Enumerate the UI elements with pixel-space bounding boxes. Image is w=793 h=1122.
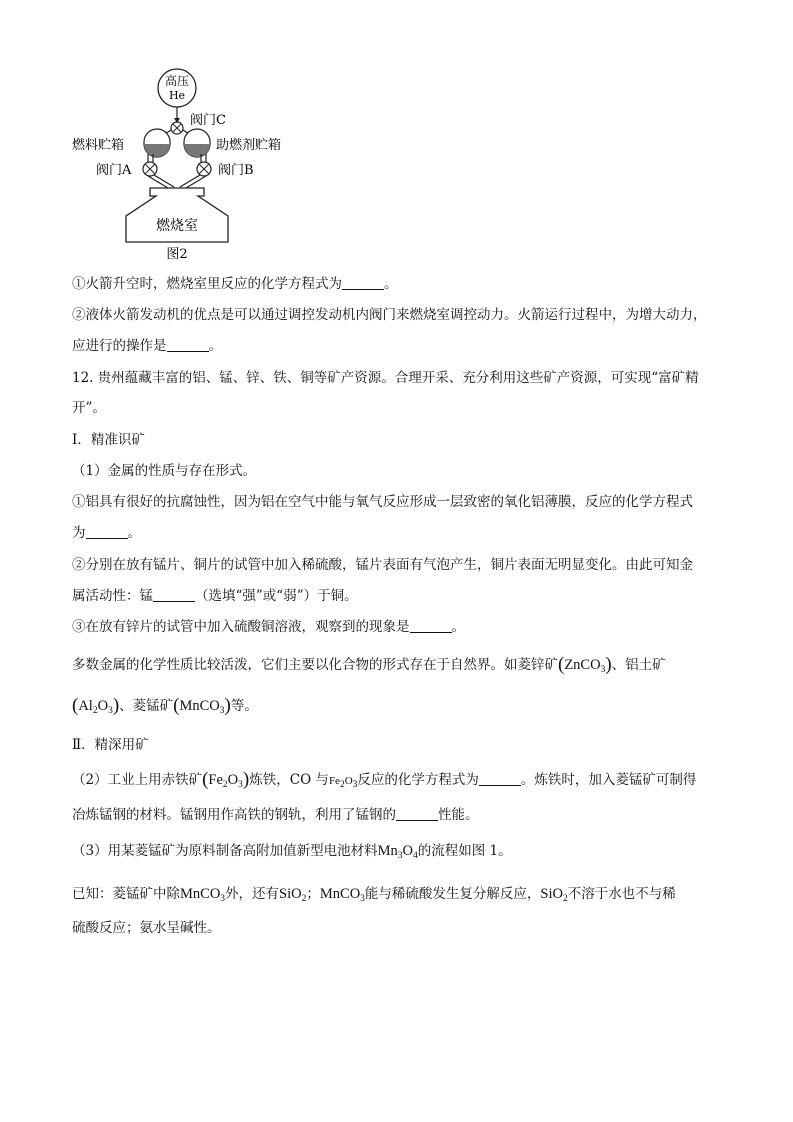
question-12-line-1: 12. 贵州蕴藏丰富的铝、锰、锌、铁、铜等矿产资源。合理开采、充分利用这些矿产资源，可实现“富矿精: [72, 370, 699, 386]
part-2-line-2: 冶炼锰钢的材料。锰钢用作高铁的钢轨，利用了锰钢的 性能。: [72, 807, 479, 823]
question-12-line-2: 开”。: [72, 400, 106, 416]
part-1-1-line-1: ①铝具有很好的抗腐蚀性，因为铝在空气中能与氧气反应形成一层致密的氧化铝薄膜，反应的化学方程式: [72, 494, 693, 510]
oxidizer-tank-label: 助燃剂贮箱: [216, 138, 282, 153]
fuel-tank-label: 燃料贮箱: [72, 138, 125, 153]
answer-blank[interactable]: [342, 275, 384, 290]
answer-blank[interactable]: [410, 618, 452, 633]
formula-al2o3: $(Al_2O_3)$: [72, 695, 120, 716]
answer-blank[interactable]: [396, 806, 438, 821]
ore-paragraph-line-2: $(Al_2O_3)$、菱锰矿(MnCO$_3$)等。: [72, 695, 258, 716]
formula-mnco3: MnCO$_3$: [180, 886, 226, 904]
known-line-1: 已知：菱锰矿中除MnCO$_3$外，还有SiO$_2$；MnCO$_3$能与稀硫酸发生复分解反应，SiO$_2$不溶于水也不与稀: [72, 886, 676, 904]
answer-blank[interactable]: [479, 771, 521, 786]
formula-mnco3: (MnCO$_3$): [173, 695, 231, 716]
known-line-2: 硫酸反应；氨水呈碱性。: [72, 920, 221, 936]
part-1-title: （1）金属的性质与存在形式。: [72, 463, 257, 479]
question-1: ①火箭升空时，燃烧室里反应的化学方程式为 。: [72, 276, 398, 292]
he-tank-label: 高压: [164, 74, 190, 88]
formula-fe2o3: $(Fe_2O_3)$: [202, 769, 250, 790]
question-2-line-1: ②液体火箭发动机的优点是可以通过调控发动机内阀门来燃烧室调控动力。火箭运行过程中，为增大动力，: [72, 307, 707, 323]
valve-a-label: 阀门A: [96, 163, 132, 178]
answer-blank[interactable]: [153, 587, 195, 602]
valve-c-label: 阀门C: [190, 113, 226, 128]
formula-mn3o4: $Mn_3O_4$: [377, 843, 418, 861]
formula-sio2: SiO$_2$: [279, 886, 307, 904]
diagram-svg: [70, 66, 310, 266]
part-1-2-line-1: ②分别在放有锰片、铜片的试管中加入稀硫酸，锰片表面有气泡产生，铜片表面无明显变化。由此可知金: [72, 557, 693, 573]
rocket-engine-diagram: [70, 66, 310, 266]
section-2-title: Ⅱ．精深用矿: [72, 737, 149, 753]
he-tank-sub: He: [168, 89, 186, 102]
answer-blank[interactable]: [86, 524, 128, 539]
part-1-3: ③在放有锌片的试管中加入硫酸铜溶液，观察到的现象是 。: [72, 619, 465, 635]
part-1-2-line-2: 属活动性：锰 （选填“强”或“弱”）于铜。: [72, 588, 358, 604]
section-1-title: Ⅰ．精准识矿: [72, 432, 145, 448]
formula-znco3: (ZnCO$_3$): [558, 654, 612, 675]
ore-paragraph-line-1: 多数金属的化学性质比较活泼，它们主要以化合物的形式存在于自然界。如菱锌矿(ZnCO$_3$)、铝土矿: [72, 654, 666, 675]
formula-mnco3: MnCO$_3$: [319, 886, 365, 904]
chamber-label: 燃烧室: [156, 218, 198, 234]
part-2-line-1: （2）工业上用赤铁矿$(Fe_2O_3)$炼铁，CO 与$Fe_2O_3$反应的化学方程式为 。炼铁时，加入菱锰矿可制得: [72, 769, 697, 790]
valve-b-label: 阀门B: [218, 163, 254, 178]
formula-fe2o3-small: $Fe_2O_3$: [328, 775, 358, 790]
formula-sio2: SiO$_2$: [540, 886, 568, 904]
part-3: （3）用某菱锰矿为原料制备高附加值新型电池材料$Mn_3O_4$的流程如图 1。: [72, 843, 512, 861]
question-2-line-2: 应进行的操作是 。: [72, 338, 222, 354]
figure-caption: 图2: [166, 247, 188, 262]
part-1-1-line-2: 为 。: [72, 525, 141, 541]
answer-blank[interactable]: [167, 337, 209, 352]
